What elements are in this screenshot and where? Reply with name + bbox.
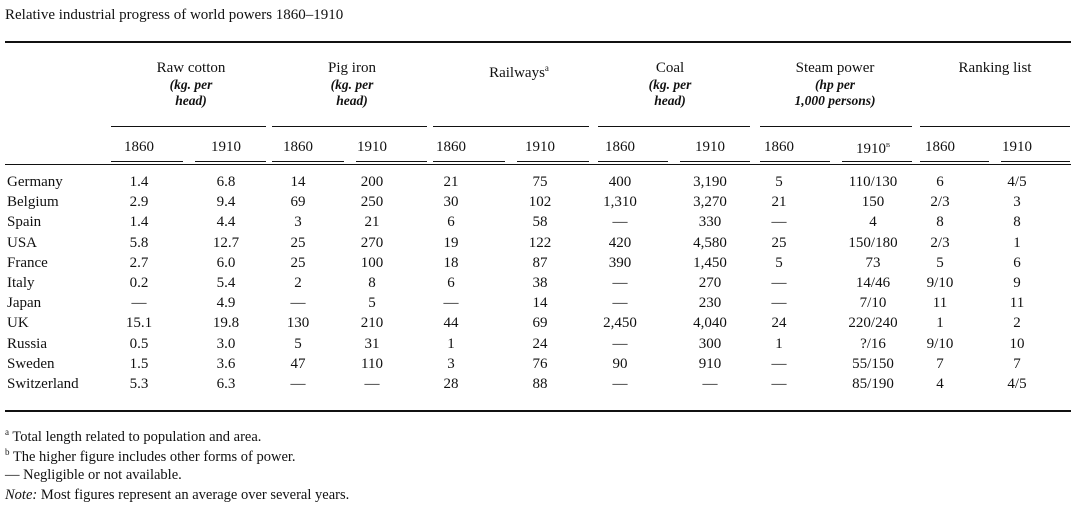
country-name: Sweden [7, 355, 55, 372]
table-cell: 5.3 [129, 376, 149, 392]
table-cell: 7/10 [859, 295, 887, 312]
table-cell: 0.2 [129, 275, 149, 291]
country-name: Spain [7, 214, 42, 231]
table-cell: 85/190 [852, 376, 894, 392]
table-cell: 5.4 [216, 275, 236, 291]
table-cell: 1 [447, 335, 455, 352]
table-cell: — [612, 275, 628, 291]
year-rule [760, 161, 830, 162]
table-cell: — [771, 214, 787, 231]
table-cell: 3 [294, 214, 302, 231]
table-cell: 55/150 [852, 355, 894, 372]
table-cell: — [364, 376, 380, 392]
footnote-marker: a [544, 63, 549, 73]
table-cell: 9/10 [926, 335, 954, 352]
table-cell: 9/10 [926, 275, 954, 291]
table-cell: 19 [443, 234, 459, 251]
country-name: Japan [7, 295, 42, 312]
table-cell: 110 [361, 355, 383, 372]
table-cell: 73 [865, 254, 881, 271]
table-cell: 15.1 [125, 315, 153, 332]
table-cell: 9.4 [216, 194, 236, 211]
year-header [843, 139, 903, 158]
table-cell: 122 [528, 234, 552, 251]
table-cell: 6.0 [216, 254, 236, 271]
footnote-b [5, 447, 296, 466]
table-cell: 31 [364, 335, 380, 352]
table-cell: 4,580 [693, 234, 727, 251]
year-header [910, 139, 970, 156]
table-cell: 11 [932, 295, 948, 312]
group-unit: head) [175, 93, 207, 108]
year-label: 1860 [124, 139, 154, 155]
table-cell: 400 [608, 174, 632, 190]
year-label: 1860 [283, 139, 313, 155]
table-cell: 18 [443, 254, 459, 271]
group-name: Ranking list [958, 60, 1032, 76]
year-header [590, 139, 650, 156]
header-rule [5, 164, 1071, 165]
table-cell: — [771, 376, 787, 392]
table-cell: 44 [443, 315, 459, 332]
group-header-steam-power [760, 60, 910, 109]
table-cell: — [771, 295, 787, 312]
group-rule [272, 126, 427, 127]
bottom-rule [5, 410, 1071, 412]
table-cell: 6.3 [216, 376, 236, 392]
group-unit: (kg. per [330, 77, 374, 92]
table-cell: 910 [698, 355, 722, 372]
year-label: 1910 [855, 141, 886, 157]
table-title: Relative industrial progress of world powers 1860–1910 [5, 7, 344, 23]
table-cell: 110/130 [848, 174, 898, 190]
table-cell: 9 [1013, 275, 1021, 291]
year-rule [517, 161, 589, 162]
group-name-text: Railways [489, 65, 545, 81]
table-cell: 1,450 [693, 254, 727, 271]
group-header-ranking-list [930, 60, 1060, 77]
table-cell: 76 [532, 355, 548, 372]
group-unit: 1,000 persons) [794, 93, 876, 108]
footnote-text: The higher figure includes other forms of power. [12, 448, 296, 465]
table-cell: 5.8 [129, 234, 149, 251]
country-name: Russia [7, 335, 48, 352]
country-name: Italy [7, 275, 35, 291]
table-cell: — [771, 355, 787, 372]
country-name: UK [7, 315, 29, 332]
group-name [449, 60, 589, 82]
footnote-a [5, 427, 261, 446]
table-cell: 5 [936, 254, 944, 271]
table-cell: 25 [290, 254, 306, 271]
table-cell: 10 [1009, 335, 1025, 352]
group-header-raw-cotton [126, 60, 256, 109]
year-label: 1860 [605, 139, 635, 155]
table-cell: 7 [936, 355, 944, 372]
table-cell: 150/180 [848, 234, 898, 251]
year-label: 1910 [1002, 139, 1032, 155]
table-cell: 24 [532, 335, 548, 352]
table-cell: — [771, 275, 787, 291]
group-rule [598, 126, 750, 127]
table-cell: — [702, 376, 718, 392]
table-cell: 0.5 [129, 335, 149, 352]
group-unit: head) [654, 93, 686, 108]
table-cell: 220/240 [848, 315, 898, 332]
year-label: 1910 [695, 139, 725, 155]
group-rule [920, 126, 1070, 127]
year-label: 1910 [357, 139, 387, 155]
group-unit: (kg. per [169, 77, 213, 92]
table-cell: — [131, 295, 147, 312]
table-cell: 14 [290, 174, 306, 190]
table-cell: 24 [771, 315, 787, 332]
table-cell: 3 [447, 355, 455, 372]
footnote-note [5, 487, 349, 504]
table-cell: 21 [771, 194, 787, 211]
year-rule [680, 161, 750, 162]
year-rule [356, 161, 428, 162]
group-name: Steam power [795, 60, 875, 76]
group-header-pig-iron [287, 60, 417, 109]
table-cell: — [290, 376, 306, 392]
year-rule [195, 161, 267, 162]
table-cell: — [612, 376, 628, 392]
table-cell: 69 [290, 194, 306, 211]
table-cell: 102 [528, 194, 552, 211]
year-header [680, 139, 740, 156]
country-name: Switzerland [7, 376, 79, 392]
table-cell: 230 [698, 295, 722, 312]
table-cell: 25 [290, 234, 306, 251]
table-cell: ?/16 [860, 335, 886, 352]
table-cell: 14 [532, 295, 548, 312]
note-label: Note: [5, 487, 38, 503]
group-unit: (kg. per [648, 77, 692, 92]
footnote-marker: b [885, 139, 890, 149]
table-cell: 21 [443, 174, 459, 190]
table-cell: 4/5 [1007, 174, 1027, 190]
table-cell: 75 [532, 174, 548, 190]
table-cell: 2.7 [129, 254, 149, 271]
table-cell: 58 [532, 214, 548, 231]
table-cell: — [612, 295, 628, 312]
year-header [109, 139, 169, 156]
table-cell: 90 [612, 355, 628, 372]
year-label: 1860 [436, 139, 466, 155]
table-cell: 2 [294, 275, 302, 291]
table-cell: 250 [360, 194, 384, 211]
table-cell: 270 [360, 234, 384, 251]
footnote-dash: — Negligible or not available. [5, 467, 182, 483]
group-unit: (hp per [814, 77, 856, 92]
year-header [196, 139, 256, 156]
table-cell: 2.9 [129, 194, 149, 211]
table-cell: 69 [532, 315, 548, 332]
year-rule [272, 161, 344, 162]
table-cell: 8 [368, 275, 376, 291]
table-cell: 1.4 [129, 214, 149, 231]
table-cell: 3,190 [693, 174, 727, 190]
year-rule [920, 161, 989, 162]
footnote-marker: a [5, 427, 9, 437]
table-cell: 4 [936, 376, 944, 392]
table-cell: 7 [1013, 355, 1021, 372]
table-cell: 47 [290, 355, 306, 372]
top-rule [5, 41, 1071, 43]
footnote-text: Total length related to population and area. [12, 428, 262, 445]
year-label: 1910 [211, 139, 241, 155]
table-cell: 420 [608, 234, 632, 251]
table-cell: 5 [775, 174, 783, 190]
year-rule [598, 161, 668, 162]
table-cell: 300 [698, 335, 722, 352]
table-cell: 6.8 [216, 174, 236, 190]
table-cell: 6 [447, 275, 455, 291]
table-cell: 6 [936, 174, 944, 190]
table-cell: 19.8 [212, 315, 240, 332]
table-cell: 4/5 [1007, 376, 1027, 392]
table-cell: 8 [936, 214, 944, 231]
table-cell: 1,310 [603, 194, 637, 211]
table-cell: 8 [1013, 214, 1021, 231]
table-cell: 6 [447, 214, 455, 231]
year-header [510, 139, 570, 156]
group-rule [433, 126, 589, 127]
table-cell: 200 [360, 174, 384, 190]
table-cell: 4,040 [693, 315, 727, 332]
group-rule [760, 126, 912, 127]
table-cell: 25 [771, 234, 787, 251]
year-label: 1860 [925, 139, 955, 155]
group-name: Coal [655, 60, 685, 76]
year-header [421, 139, 481, 156]
table-cell: 3,270 [693, 194, 727, 211]
year-rule [842, 161, 912, 162]
country-name: France [7, 254, 48, 271]
table-cell: 150 [861, 194, 885, 211]
table-cell: 3.6 [216, 355, 236, 372]
year-label: 1910 [525, 139, 555, 155]
table-cell: 12.7 [212, 234, 240, 251]
group-rule [111, 126, 266, 127]
table-cell: 1 [775, 335, 783, 352]
note-text: Most figures represent an average over several years. [40, 487, 350, 503]
group-unit: head) [336, 93, 368, 108]
group-name: Pig iron [328, 60, 376, 76]
year-header [987, 139, 1047, 156]
country-name: Germany [7, 174, 63, 190]
year-label: 1860 [764, 139, 794, 155]
table-cell: 4 [869, 214, 877, 231]
table-cell: 270 [698, 275, 722, 291]
table-cell: — [443, 295, 459, 312]
table-cell: 4.4 [216, 214, 236, 231]
table-cell: 5 [294, 335, 302, 352]
table-cell: 38 [532, 275, 548, 291]
table-cell: 390 [608, 254, 632, 271]
table-cell: — [290, 295, 306, 312]
group-header-coal [600, 60, 740, 109]
year-header [749, 139, 809, 156]
table-cell: 14/46 [855, 275, 891, 291]
table-cell: 210 [360, 315, 384, 332]
table-cell: 6 [1013, 254, 1021, 271]
table-cell: 5 [368, 295, 376, 312]
table-cell: 2/3 [930, 234, 950, 251]
year-rule [433, 161, 505, 162]
year-header [268, 139, 328, 156]
table-cell: — [612, 214, 628, 231]
table-cell: 5 [775, 254, 783, 271]
table-cell: 100 [360, 254, 384, 271]
group-header-railways [449, 60, 589, 82]
footnote-marker: b [5, 447, 10, 457]
table-cell: 28 [443, 376, 459, 392]
table-cell: 88 [532, 376, 548, 392]
year-rule [1001, 161, 1070, 162]
table-cell: 2,450 [603, 315, 637, 332]
table-cell: 4.9 [216, 295, 236, 312]
table-cell: 130 [286, 315, 310, 332]
year-header [342, 139, 402, 156]
country-name: Belgium [7, 194, 59, 211]
table-cell: 3.0 [216, 335, 236, 352]
table-cell: — [612, 335, 628, 352]
table-cell: 2 [1013, 315, 1021, 332]
table-cell: 330 [698, 214, 722, 231]
table-cell: 87 [532, 254, 548, 271]
group-name: Raw cotton [156, 60, 226, 76]
table-cell: 1.5 [129, 355, 149, 372]
table-cell: 1 [1013, 234, 1021, 251]
table-cell: 21 [364, 214, 380, 231]
table-cell: 1 [936, 315, 944, 332]
table-cell: 2/3 [930, 194, 950, 211]
table-cell: 11 [1009, 295, 1025, 312]
table-cell: 30 [443, 194, 459, 211]
year-rule [111, 161, 183, 162]
table-cell: 1.4 [129, 174, 149, 190]
table-cell: 3 [1013, 194, 1021, 211]
country-name: USA [7, 234, 38, 251]
